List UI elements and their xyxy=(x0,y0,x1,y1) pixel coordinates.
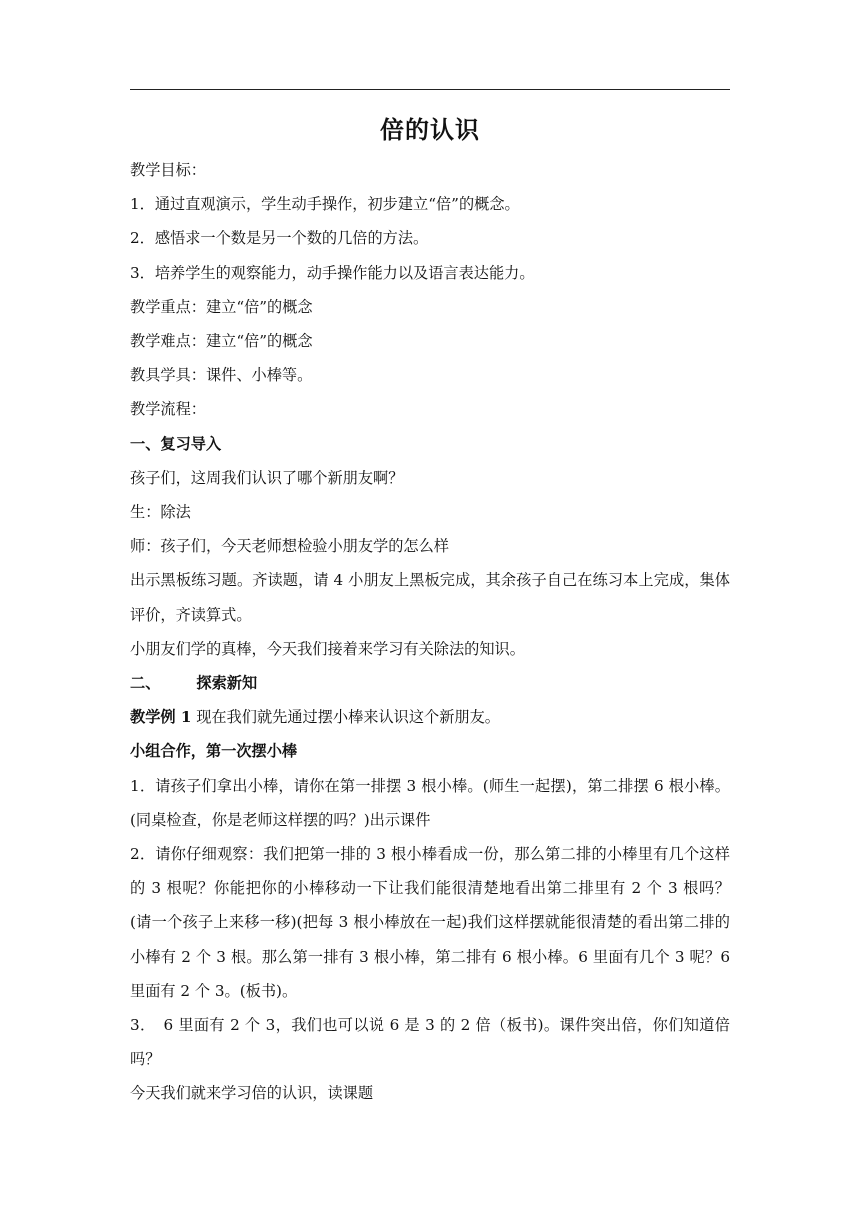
example-text: 现在我们就先通过摆小棒来认识这个新朋友。 xyxy=(191,708,500,727)
paragraph: 孩子们，这周我们认识了哪个新朋友啊？ xyxy=(130,468,404,487)
section1-heading: 一、复习导入 xyxy=(130,434,222,453)
key-point: 教学重点：建立“倍”的概念 xyxy=(130,297,313,316)
closing-line: 今天我们就来学习倍的认识，读课题 xyxy=(130,1084,373,1103)
document-body xyxy=(130,153,746,1111)
example-line xyxy=(130,700,730,734)
process-heading: 教学流程： xyxy=(130,400,206,419)
step-paragraph: 1．请孩子们拿出小棒，请你在第一排摆 3 根小棒。(师生一起摆)，第二排摆 6 根小棒。(同桌检查，你是老师这样摆的吗？)出示课件 xyxy=(130,776,730,829)
step-paragraph: 2．请你仔细观察：我们把第一排的 3 根小棒看成一份，那么第二排的小棒里有几个这样的 3 根呢？你能把你的小棒移动一下让我们能很清楚地看出第二排里有 2 个 3 根吗？ (请一个孩子上来移一移)(把每 3 根小棒放在一起)我们这样摆就能很清楚的看出第二排的小棒有 2 个 3 根。那么第一排有 3 根小棒，第二排有 6 根小棒。6 里面有几个 3 呢？6 里面有 2 个 3。(板书)。 xyxy=(130,845,746,1000)
goal-item: 2．感悟求一个数是另一个数的几倍的方法。 xyxy=(130,229,429,248)
goal-item: 3．培养学生的观察能力，动手操作能力以及语言表达能力。 xyxy=(130,263,535,282)
teaching-tools: 教具学具：课件、小棒等。 xyxy=(130,366,313,385)
header-rule xyxy=(130,89,730,90)
goals-heading: 教学目标： xyxy=(130,161,206,179)
difficulty: 教学难点：建立“倍”的概念 xyxy=(130,332,313,351)
section2-title: 探索新知 xyxy=(196,674,258,693)
section2-number: 二、 xyxy=(130,674,161,693)
section2-heading xyxy=(130,666,730,700)
paragraph: 师：孩子们，今天老师想检验小朋友学的怎么样 xyxy=(130,537,449,556)
example-label: 教学例 1 xyxy=(130,708,192,727)
document-title: 倍的认识 xyxy=(380,115,480,144)
goal-item: 1．通过直观演示，学生动手操作，初步建立“倍”的概念。 xyxy=(130,195,520,214)
step-paragraph: 3． 6 里面有 2 个 3，我们也可以说 6 是 3 的 2 倍（板书)。课件突出倍，你们知道倍吗？ xyxy=(130,1016,730,1069)
group-heading: 小组合作，第一次摆小棒 xyxy=(130,742,298,761)
paragraph: 出示黑板练习题。齐读题，请 4 小朋友上黑板完成，其余孩子自己在练习本上完成，集体评价，齐读算式。 xyxy=(130,571,730,624)
paragraph: 生：除法 xyxy=(130,503,191,522)
paragraph: 小朋友们学的真棒，今天我们接着来学习有关除法的知识。 xyxy=(130,639,525,658)
